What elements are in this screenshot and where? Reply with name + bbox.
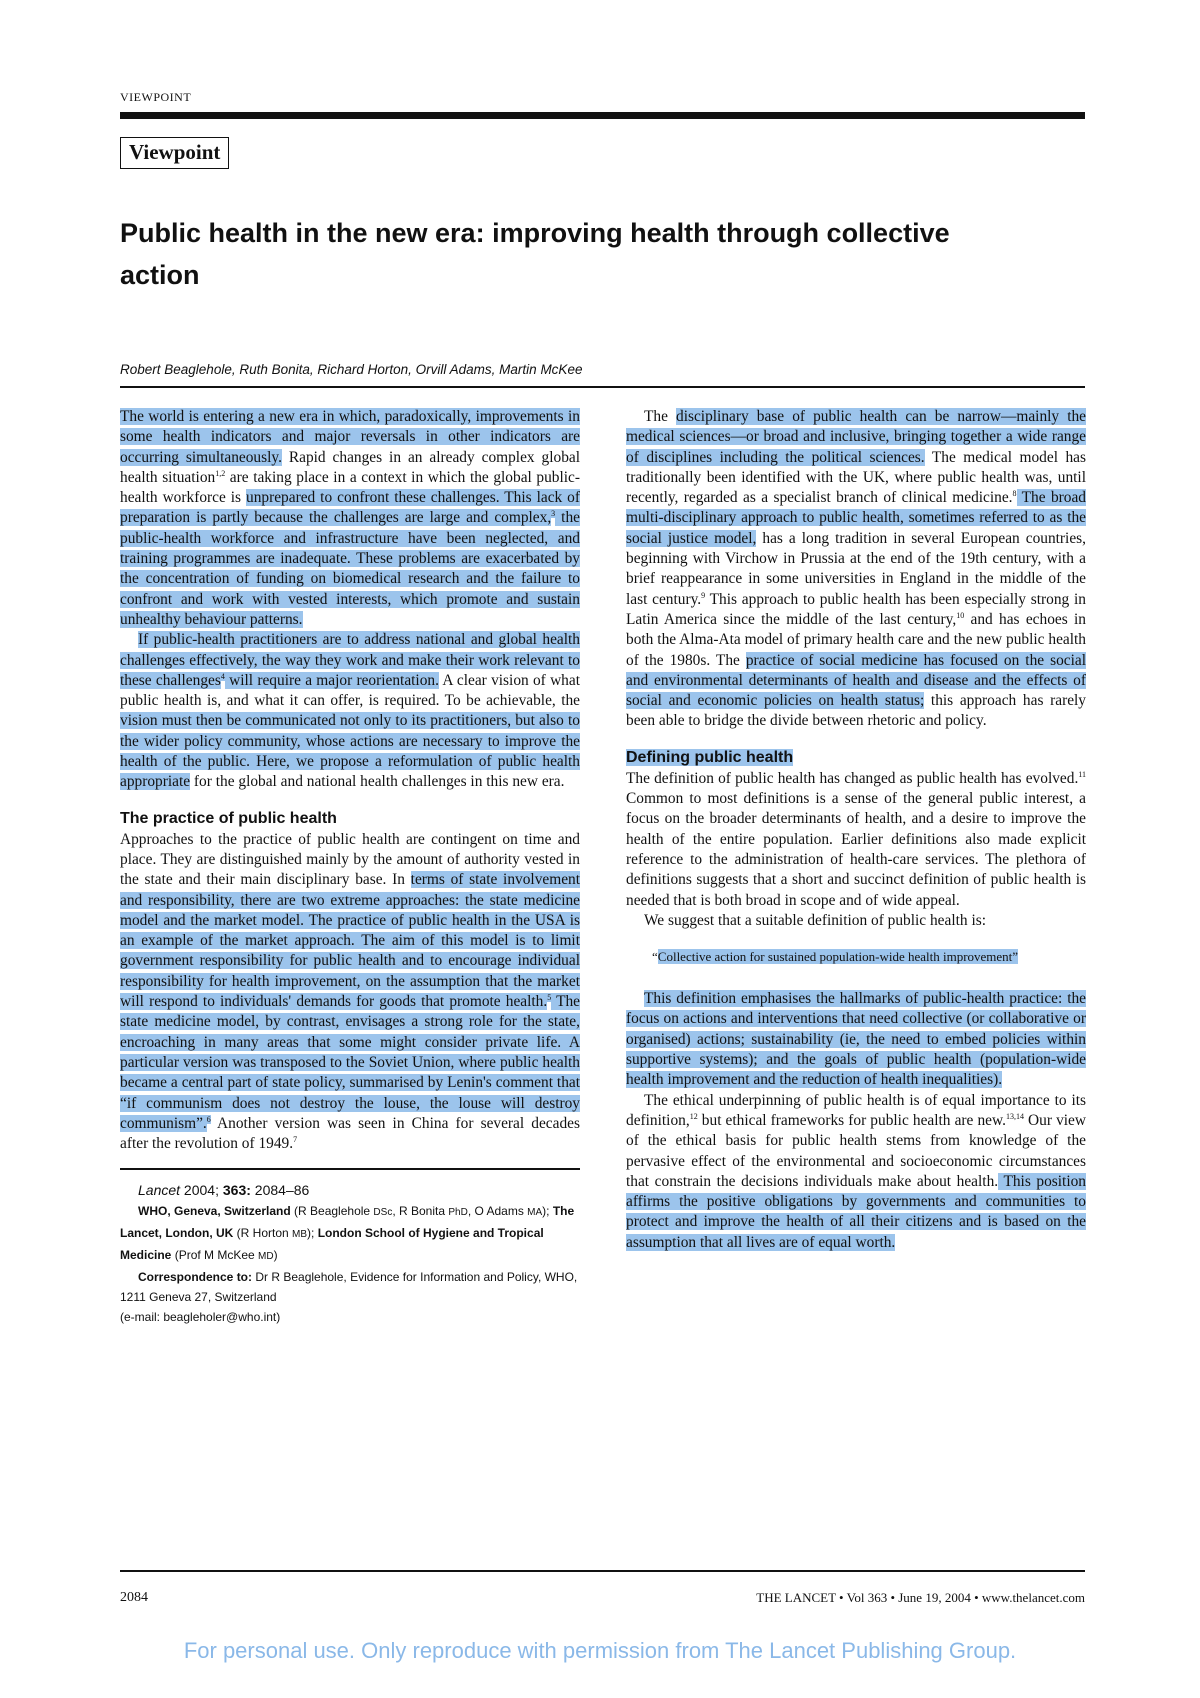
highlight: Defining public health [626,748,794,766]
section-label: VIEWPOINT [120,90,192,104]
highlight: the public-health workforce and infrastructure have been neglected, and training programmes are inadequate. These problems are exacerbated by the concentration of funding on biomedical research and the failure to confront and work with vested interests, which promote and sustain unhealthy behaviour patterns. [120,509,580,628]
reference: 13,14 [1005,1111,1024,1121]
highlight: terms of state involvement and responsibility, there are two extreme approaches: the state medicine model and the market model. The practice of public health in the USA is an example of the market approach. The aim of this model is to limit government responsibility for public health and to encourage individual responsibility for health improvement, on the assumption that the market will respond to individuals' demands for goods that promote health. [120,871,580,1011]
reference: 6 [206,1114,211,1124]
text: Rapid changes in an already complex global health situation [120,448,580,486]
highlight: This definition emphasises the hallmarks of public-health practice: the focus on actions and interventions that need collective (or collaborative or organised) actions; sustainability (ie, the need to embed policies within supportive systems); and the goals of public health (population-wide health improvement and the reduction of health inequalities). [626,990,1086,1089]
page-number: 2084 [120,1590,148,1605]
citation-year: 2004; [180,1182,223,1199]
left-column [120,407,580,1327]
text: , R Bonita [392,1203,449,1218]
right-column [626,407,1086,1253]
journal-footer: THE LANCET • Vol 363 • June 19, 2004 • www.thelancet.com [756,1590,1085,1605]
text: Common to most definitions is a sense of the general public interest, a focus on the broader determinants of health, and a desire to improve the health of the entire population. Earlier definitions also made explicit reference to the administration of health-care services. The plethora of definitions suggests that a short and succinct definition of public health is needed that is both broad in scope and of wide appeal. [626,790,1086,909]
text: for the global and national health challenges in this new era. [190,773,565,791]
journal-name: Lancet [138,1182,181,1199]
citation-rule [120,1168,580,1170]
text: Approaches to the practice of public health are contingent on time and place. They are distinguished mainly by the amount of authority vested in the state and their main disciplinary base. In [120,830,580,889]
text: are taking place in a context in which the global public-health workforce is [120,468,580,507]
reference: 8 [1012,489,1017,499]
paragraph [120,407,580,630]
degree: PhD [448,1206,468,1218]
highlight: will require a major reorientation. [224,671,439,689]
reference: 4 [220,671,225,681]
paragraph [120,630,580,792]
text: has a long tradition in several European countries, beginning with Virchow in Prussia at the end of the 19th century, with a brief reappearance in some universities in England in the middle of the last century. [626,529,1086,608]
footer-rule [120,1570,1085,1572]
text: this approach has rarely been able to bridge the divide between rhetoric and policy. [626,692,1086,730]
reference: 7 [293,1134,298,1144]
highlight: disciplinary base of public health can be narrow—mainly the medical sciences—or broad and inclusive, bringing together a wide range of disciplines including the political sciences. [626,408,1086,466]
reference: 5 [547,992,552,1002]
text: , O Adams [467,1203,528,1218]
highlight: practice of social medicine has focused on the social and environmental determinants of health and disease and the effects of social and economic policies on health status; [626,651,1086,710]
degree: DSc [373,1206,393,1218]
affiliation-org: WHO, Geneva, Switzerland [138,1203,291,1218]
reference: 10 [956,610,965,620]
text: but ethical frameworks for public health are new. [697,1111,1006,1129]
correspondence-email: (e-mail: beagleholer@who.int) [120,1309,281,1324]
affiliations [120,1201,580,1267]
affiliation-org: London School of Hygiene and Tropical Medicine [120,1225,544,1262]
text: We suggest that a suitable definition of public health is: [644,911,986,929]
quote-mark: “ [652,949,658,965]
highlight: The state medicine model, by contrast, envisages a strong role for the state, encroaching in many areas that some might consider private life. A particular version was transposed to the Soviet Union, where public health became a central part of state policy, summarised by Lenin's comment that “if communism does not destroy the louse, the louse will destroy communism”. [120,993,580,1132]
highlight: Collective action for sustained population-wide health improvement” [657,949,1019,965]
correspondence-address: Dr R Beaglehole, Evidence for Information and Policy, WHO, 1211 Geneva 27, Switzerland [120,1269,578,1304]
text: (Prof M McKee [171,1247,259,1262]
reference: 9 [701,590,706,600]
text: ); [307,1225,318,1240]
paragraph [626,989,1086,1090]
highlight: vision must then be communicated not only to its practitioners, but also to the wider policy community, whose actions are necessary to improve the health of the public. Here, we propose a reformulation of public health appropriate [120,712,580,791]
reference: 1,2 [215,468,226,478]
header-rule [120,112,1085,119]
watermark: For personal use. Only reproduce with permission from The Lancet Publishing Group. [183,1638,1017,1663]
citation-volume: 363: [222,1182,251,1199]
paragraph [626,769,1086,911]
author-rule [120,386,1085,388]
text: The ethical underpinning of public health is of equal importance to its definition, [626,1091,1086,1129]
text: (R Horton [233,1225,293,1240]
text: This approach to public health has been especially strong in Latin America since the middle of the last century, [626,590,1087,628]
highlight: The world is entering a new era in which, paradoxically, improvements in some health indicators and major reversals in other indicators are occurring simultaneously. [120,408,580,466]
text: (R Beaglehole [290,1203,374,1218]
text: Our view of the ethical basis for public health stems from knowledge of the pervasive effect of the environmental and socioeconomic circumstances that constrain the decisions individuals make about health. [626,1111,1086,1190]
text: The medical model has traditionally been identified with the UK, where public health was, until recently, regarded as a specialist branch of clinical medicine. [626,448,1086,507]
degree: MB [292,1228,308,1240]
reference: 12 [689,1111,698,1121]
article-title: Public health in the new era: improving health through collective action [120,218,950,290]
highlight: unprepared to confront these challenges. This lack of preparation is partly because the challenges are large and complex, [120,489,581,527]
author-list: Robert Beaglehole, Ruth Bonita, Richard Horton, Orvill Adams, Martin McKee [120,362,583,377]
paragraph [120,830,580,1155]
reference: 3 [551,509,556,519]
paragraph [626,911,1086,931]
degree: MD [258,1250,274,1262]
degree: MA [527,1206,543,1218]
highlight: The broad multi-disciplinary approach to public health, sometimes referred to as the social justice model, [626,489,1087,547]
correspondence [120,1267,580,1327]
citation-pages: 2084–86 [250,1182,310,1199]
section-heading-defining [626,748,1086,768]
text: The definition of public health has changed as public health has evolved. [626,769,1079,787]
text: A clear vision of what public health is, and what it can offer, is required. To be achievable, the [120,671,580,710]
text: ) [273,1247,278,1262]
text: and has echoes in both the Alma-Ata model of primary health care and the new public health of the 1980s. The [626,610,1086,669]
reference: 11 [1078,769,1086,779]
correspondence-label: Correspondence to: [138,1269,253,1284]
citation [120,1180,580,1200]
article-type-badge: Viewpoint [120,137,229,169]
text: ); [542,1203,553,1218]
definition-quote [652,947,1060,967]
highlight: This position affirms the positive obligations by governments and communities to protect and improve the health of all their citizens and is based on the assumption that all lives are of equal worth. [626,1172,1086,1251]
paragraph [626,407,1086,732]
paragraph [626,1091,1086,1253]
text: Another version was seen in China for several decades after the revolution of 1949. [120,1114,580,1153]
highlight: If public-health practitioners are to address national and global health challenges effectively, the way they work and make their work relevant to these challenges [120,631,580,689]
text: The [644,408,677,425]
section-heading-practice: The practice of public health [120,809,337,827]
affiliation-org: The Lancet, London, UK [120,1203,575,1240]
